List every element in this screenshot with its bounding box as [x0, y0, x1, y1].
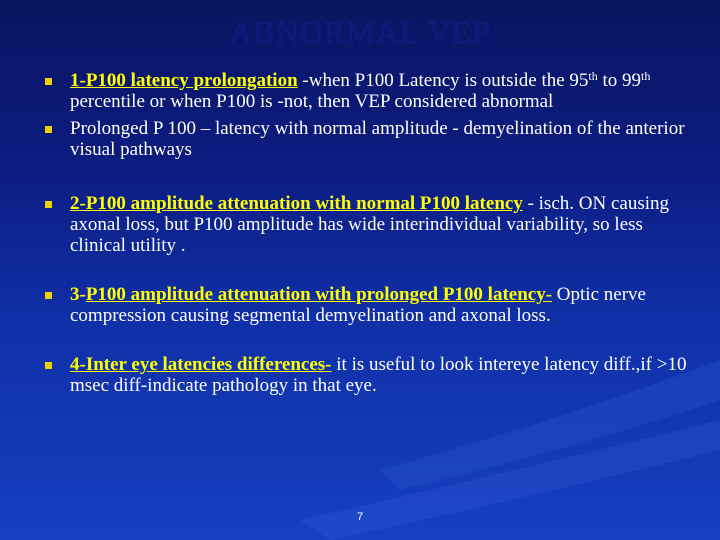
page-number: 7 — [356, 511, 364, 523]
highlight-text: 4-Inter eye latencies differences- — [70, 354, 332, 375]
bullet-item-3 — [40, 193, 700, 256]
highlight-text: 1-P100 latency prolongation — [70, 70, 298, 91]
highlight-text: 2-P100 amplitude attenuation with normal P100 latency — [70, 193, 523, 214]
superscript: th — [641, 69, 651, 83]
body-text: - isch. ON causing axonal loss, but P100 amplitude has wide interindividual variability, so less clinical utility . — [70, 193, 669, 256]
bullet-item-2 — [40, 118, 700, 160]
body-text: it is useful to look intereye latency diff.,if >10 msec diff-indicate pathology in that eye. — [70, 354, 687, 396]
body-text: to 99 — [597, 70, 642, 91]
square-bullet-icon — [45, 292, 52, 299]
bullet-item-4 — [40, 284, 700, 326]
square-bullet-icon — [45, 126, 52, 133]
bullet-item-1 — [40, 70, 700, 112]
item-number-prefix: 3- — [70, 284, 86, 305]
square-bullet-icon — [45, 78, 52, 85]
bullet-item-5 — [40, 354, 700, 396]
square-bullet-icon — [45, 362, 52, 369]
bullet-list — [40, 70, 700, 396]
superscript: th — [588, 69, 598, 83]
square-bullet-icon — [45, 201, 52, 208]
body-text: Prolonged P 100 – latency with normal amplitude - demyelination of the anterior visual pathways — [70, 118, 685, 160]
slide-title: ABNORMAL VEP — [229, 14, 491, 50]
body-text: percentile or when P100 is -not, then VEP considered abnormal — [70, 91, 554, 112]
highlight-text: P100 amplitude attenuation with prolonged P100 latency- — [85, 284, 553, 305]
body-text: -when P100 Latency is outside the 95 — [297, 70, 589, 91]
body-text: Optic nerve compression causing segmental demyelination and axonal loss. — [70, 284, 646, 326]
